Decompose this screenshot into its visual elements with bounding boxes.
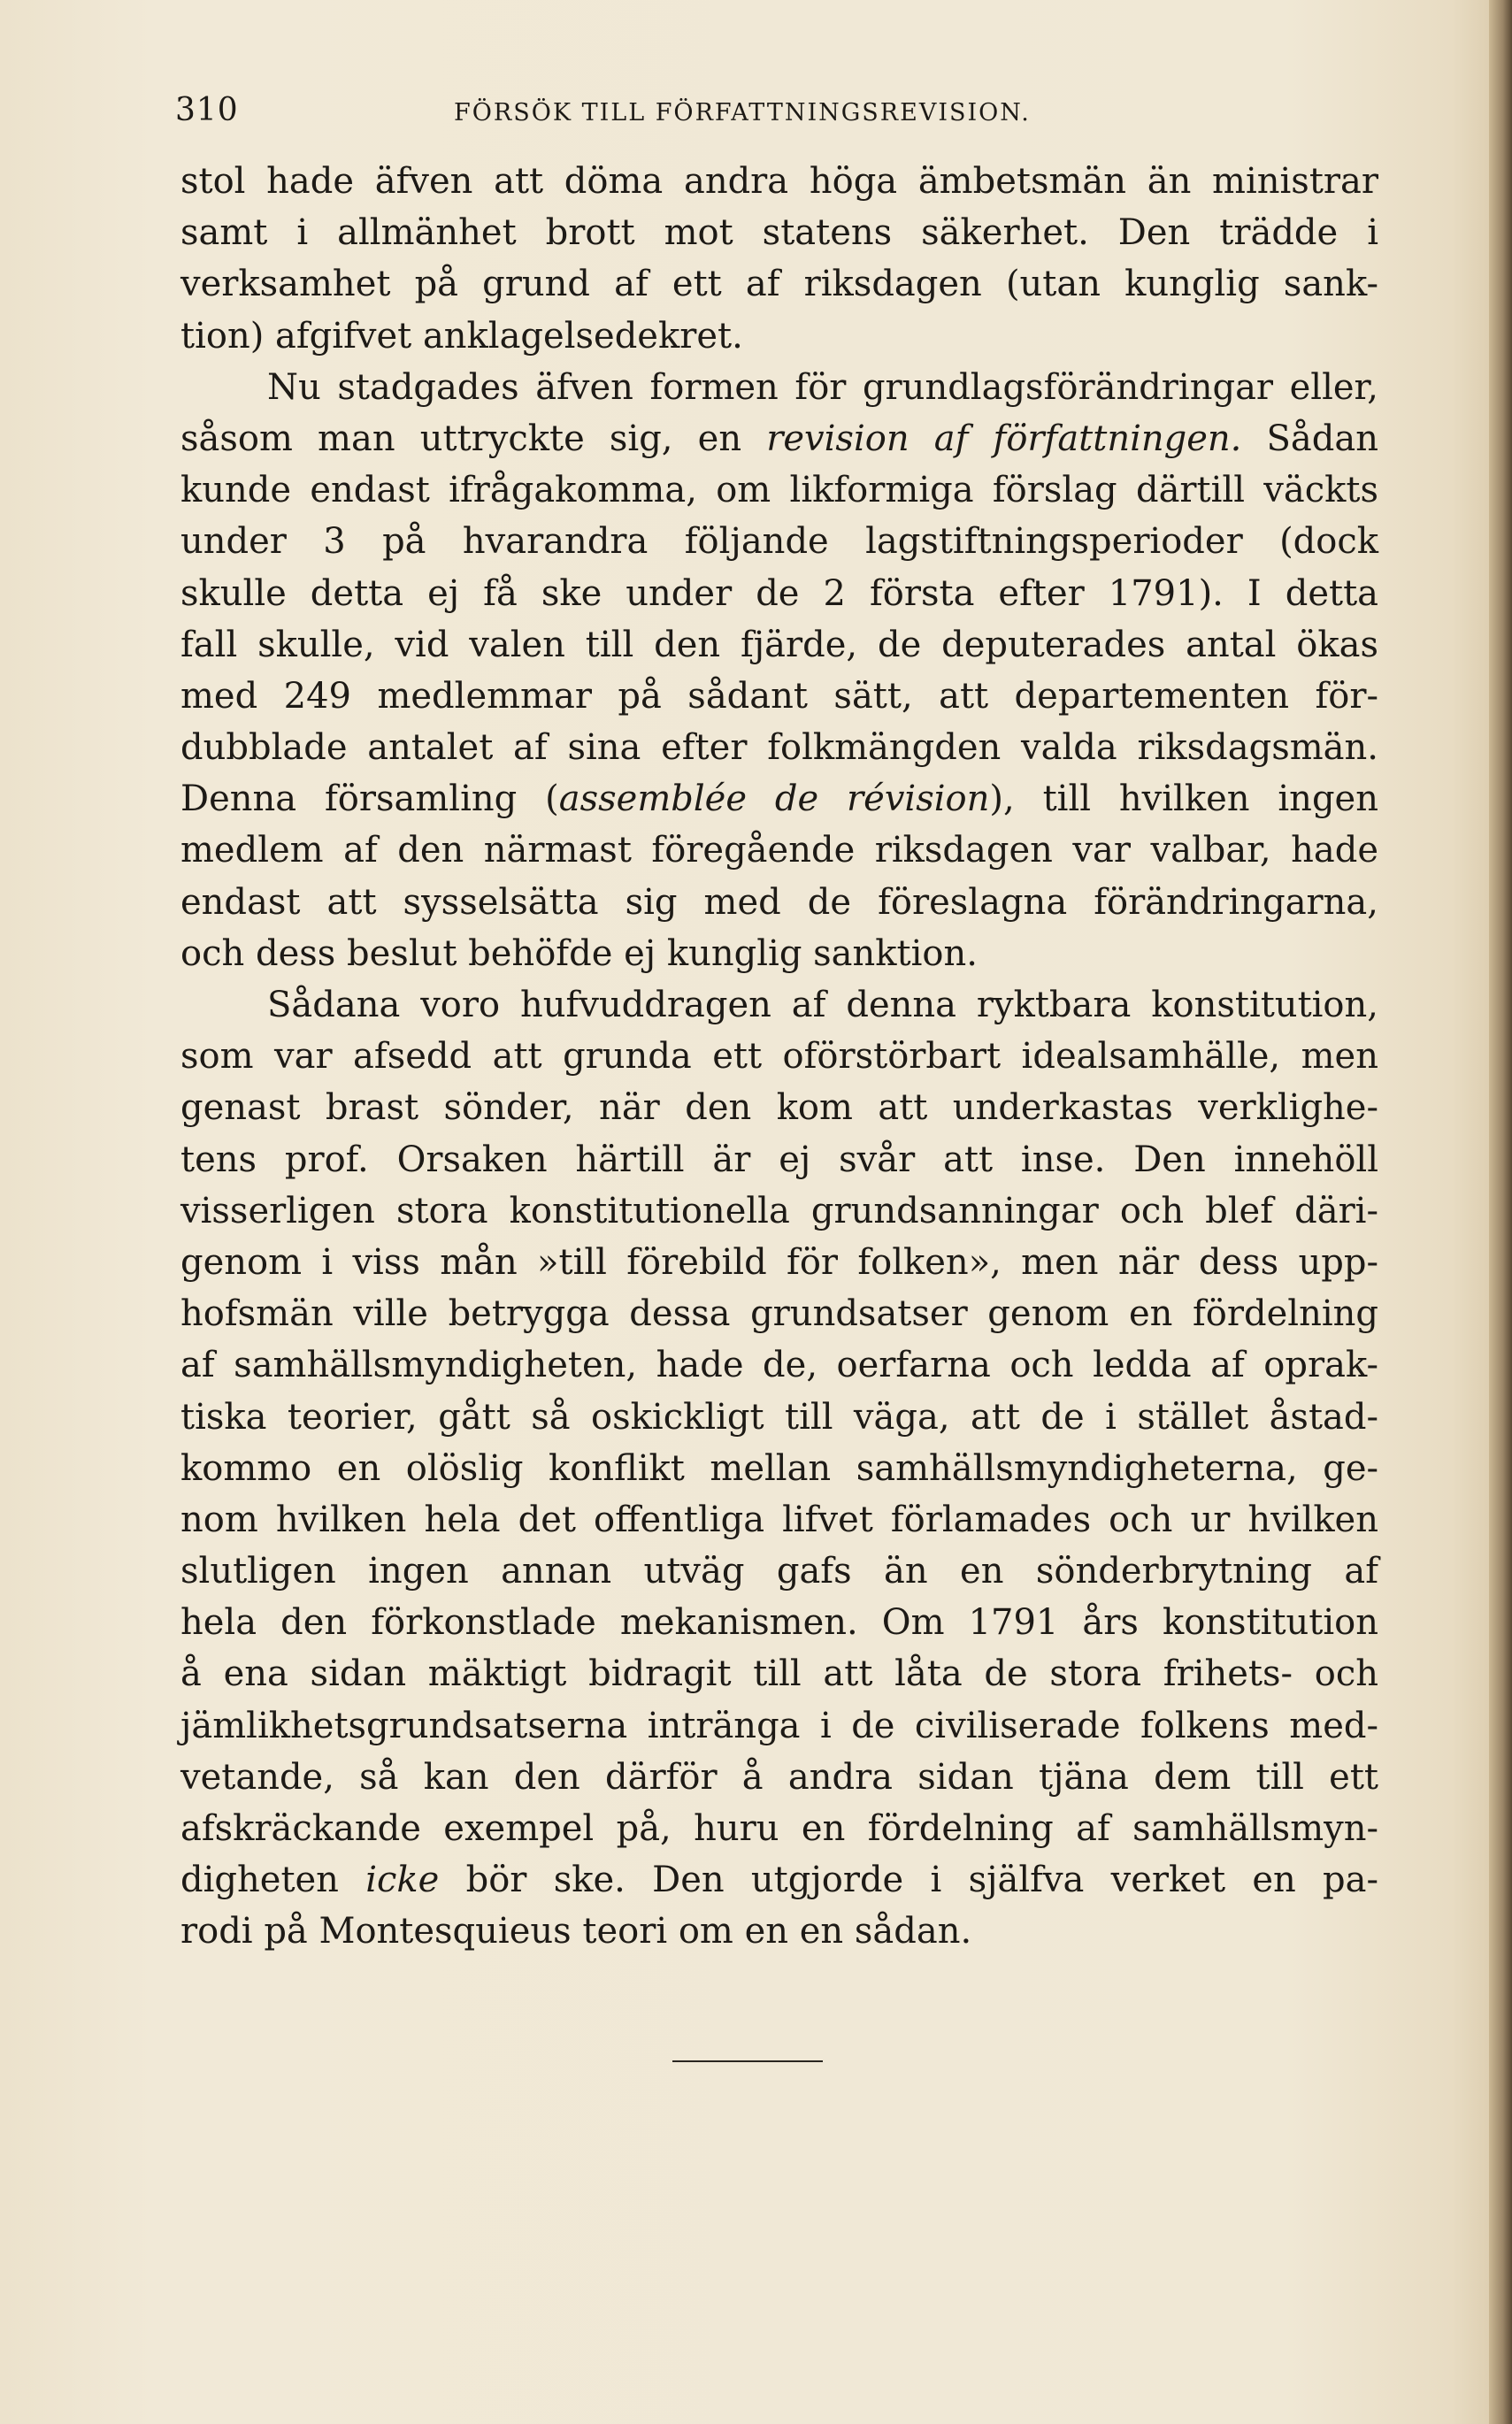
text-line: af samhällsmyndigheten, hade de, oerfarna och ledda af oprak- bbox=[180, 1345, 1378, 1386]
text-line: visserligen stora konstitutionella grundsanningar och blef däri- bbox=[180, 1190, 1378, 1231]
text-line: tiska teorier, gått så oskickligt till väga, att de i stället åstad- bbox=[180, 1396, 1378, 1438]
italic-phrase: assemblée de révision bbox=[558, 779, 990, 820]
page-edge bbox=[1489, 0, 1512, 2424]
text-line: vetande, så kan den därför å andra sidan tjäna dem till ett bbox=[180, 1756, 1378, 1798]
text-line: verksamhet på grund af ett af riksdagen (utan kunglig sank- bbox=[180, 264, 1378, 305]
text-line: afskräckande exempel på, huru en fördelning af samhällsmyn- bbox=[180, 1808, 1378, 1849]
text-line: kunde endast ifrågakomma, om likformiga förslag därtill väckts bbox=[180, 470, 1378, 511]
text-line: Sådana voro hufvuddragen af denna ryktbara konstitution, bbox=[267, 985, 1378, 1025]
italic-word: icke bbox=[365, 1860, 440, 1901]
end-rule bbox=[672, 2060, 823, 2062]
text-line: hofsmän ville betrygga dessa grundsatser genom en fördelning bbox=[180, 1293, 1378, 1335]
text-line: tens prof. Orsaken härtill är ej svår att inse. Den innehöll bbox=[180, 1139, 1378, 1180]
text-line: med 249 medlemmar på sådant sätt, att departementen för- bbox=[180, 675, 1378, 717]
text-line: Denna församling (assemblée de révision), till hvilken ingen bbox=[180, 779, 1378, 820]
running-head: FÖRSÖK TILL FÖRFATTNINGSREVISION. bbox=[454, 99, 1031, 127]
text-line: dubblade antalet af sina efter folkmängden valda riksdagsmän. bbox=[180, 727, 1378, 769]
text-line: kommo en olöslig konflikt mellan samhällsmyndigheterna, ge- bbox=[180, 1447, 1378, 1489]
page-header bbox=[175, 92, 1378, 136]
text-line: slutligen ingen annan utväg gafs än en sönderbrytning af bbox=[180, 1551, 1378, 1592]
text-line: endast att sysselsätta sig med de föreslagna förändringarna, bbox=[180, 881, 1378, 923]
text-line: jämlikhetsgrundsatserna intränga i de civiliserade folkens med- bbox=[180, 1705, 1378, 1746]
text-line: och dess beslut behöfde ej kunglig sanktion. bbox=[180, 932, 978, 974]
body-text bbox=[180, 156, 1378, 1958]
text-line: som var afsedd att grunda ett oförstörbart idealsamhälle, men bbox=[180, 1036, 1378, 1078]
text-line: tion) afgifvet anklagelsedekret. bbox=[180, 315, 743, 357]
text-line: stol hade äfven att döma andra höga ämbetsmän än ministrar bbox=[180, 161, 1378, 202]
italic-phrase: revision af författningen. bbox=[766, 418, 1242, 459]
text-line: fall skulle, vid valen till den fjärde, de deputerades antal ökas bbox=[180, 624, 1378, 665]
text-line: hela den förkonstlade mekanismen. Om 1791 års konstitution bbox=[180, 1602, 1378, 1644]
text-line: genom i viss mån »till förebild för folken», men när dess upp- bbox=[180, 1241, 1378, 1283]
text-line: såsom man uttryckte sig, en revision af författningen. Sådan bbox=[180, 418, 1378, 459]
text-line: nom hvilken hela det offentliga lifvet förlamades och ur hvilken bbox=[180, 1499, 1378, 1540]
text-line: å ena sidan mäktigt bidragit till att låta de stora frihets- och bbox=[180, 1653, 1378, 1695]
text-line: skulle detta ej få ske under de 2 första efter 1791). I detta bbox=[180, 572, 1378, 614]
text-line: genast brast sönder, när den kom att underkastas verklighe- bbox=[180, 1087, 1378, 1129]
text-line: Nu stadgades äfven formen för grundlagsförändringar eller, bbox=[267, 366, 1378, 408]
page-number: 310 bbox=[175, 92, 239, 128]
text-line: under 3 på hvarandra följande lagstiftningsperioder (dock bbox=[180, 521, 1378, 563]
text-line: rodi på Montesquieus teori om en en sådan. bbox=[180, 1911, 972, 1952]
text-line: samt i allmänhet brott mot statens säkerhet. Den trädde i bbox=[180, 212, 1378, 254]
text-line: digheten icke bör ske. Den utgjorde i själfva verket en pa- bbox=[180, 1860, 1378, 1901]
text-line: medlem af den närmast föregående riksdagen var valbar, hade bbox=[180, 830, 1378, 871]
